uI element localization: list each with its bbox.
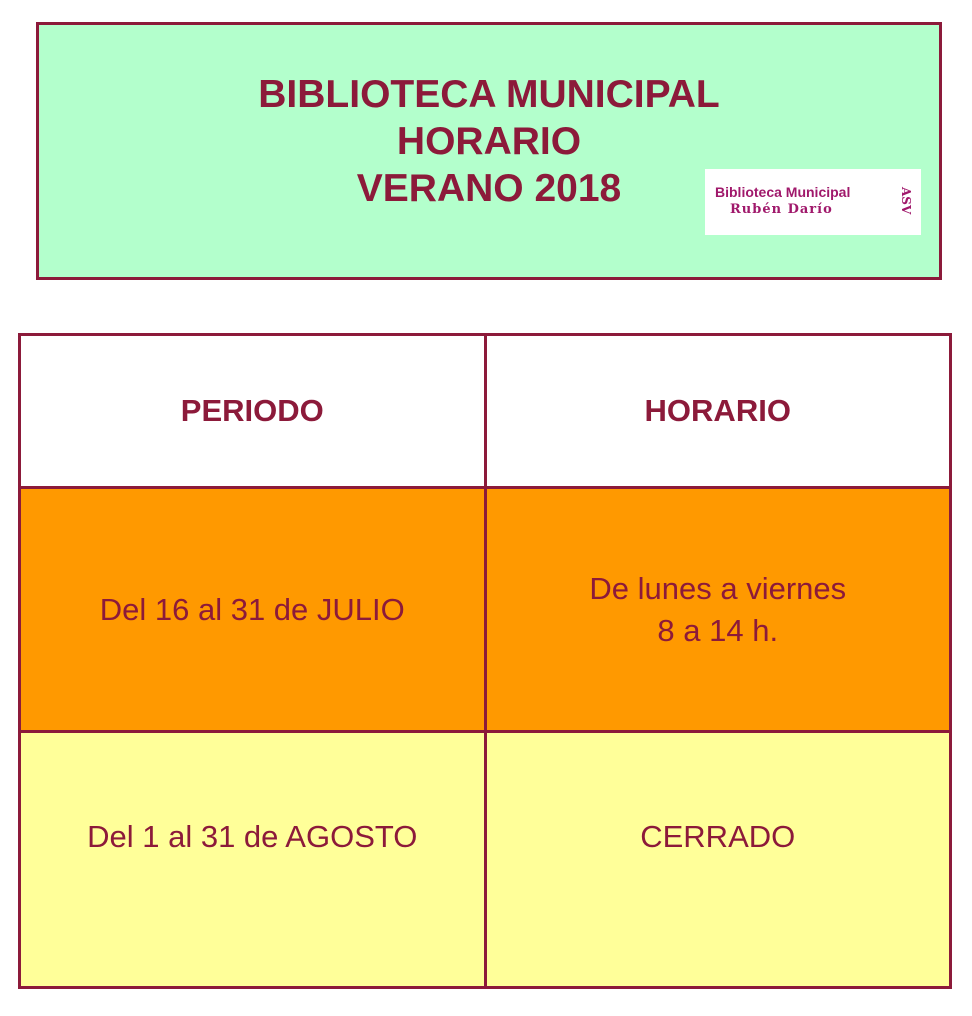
horario-cell [485,732,951,988]
horario-cell [485,488,951,732]
periodo-cell: Del 1 al 31 de AGOSTO [20,732,486,988]
horario-line: CERRADO [640,818,796,854]
column-header-horario: HORARIO [485,335,951,488]
table-row [20,732,951,988]
title-line-1: BIBLIOTECA MUNICIPAL [258,73,720,116]
column-header-periodo: PERIODO [20,335,486,488]
header-banner [36,22,942,280]
horario-line: De lunes a viernes [589,570,847,606]
title-line-2: HORARIO [396,120,582,163]
horario-line: 8 a 14 h. [657,612,779,648]
periodo-cell: Del 16 al 31 de JULIO [20,488,486,732]
logo-mark: ASV [899,187,913,215]
logo-line-2: Rubén Darío [730,202,833,217]
logo-line-1: Biblioteca Municipal [715,184,851,200]
schedule-table [18,333,952,989]
table-row [20,488,951,732]
title-line-3: VERANO 2018 [356,167,622,210]
library-logo [705,169,921,235]
table-header-row [20,335,951,488]
